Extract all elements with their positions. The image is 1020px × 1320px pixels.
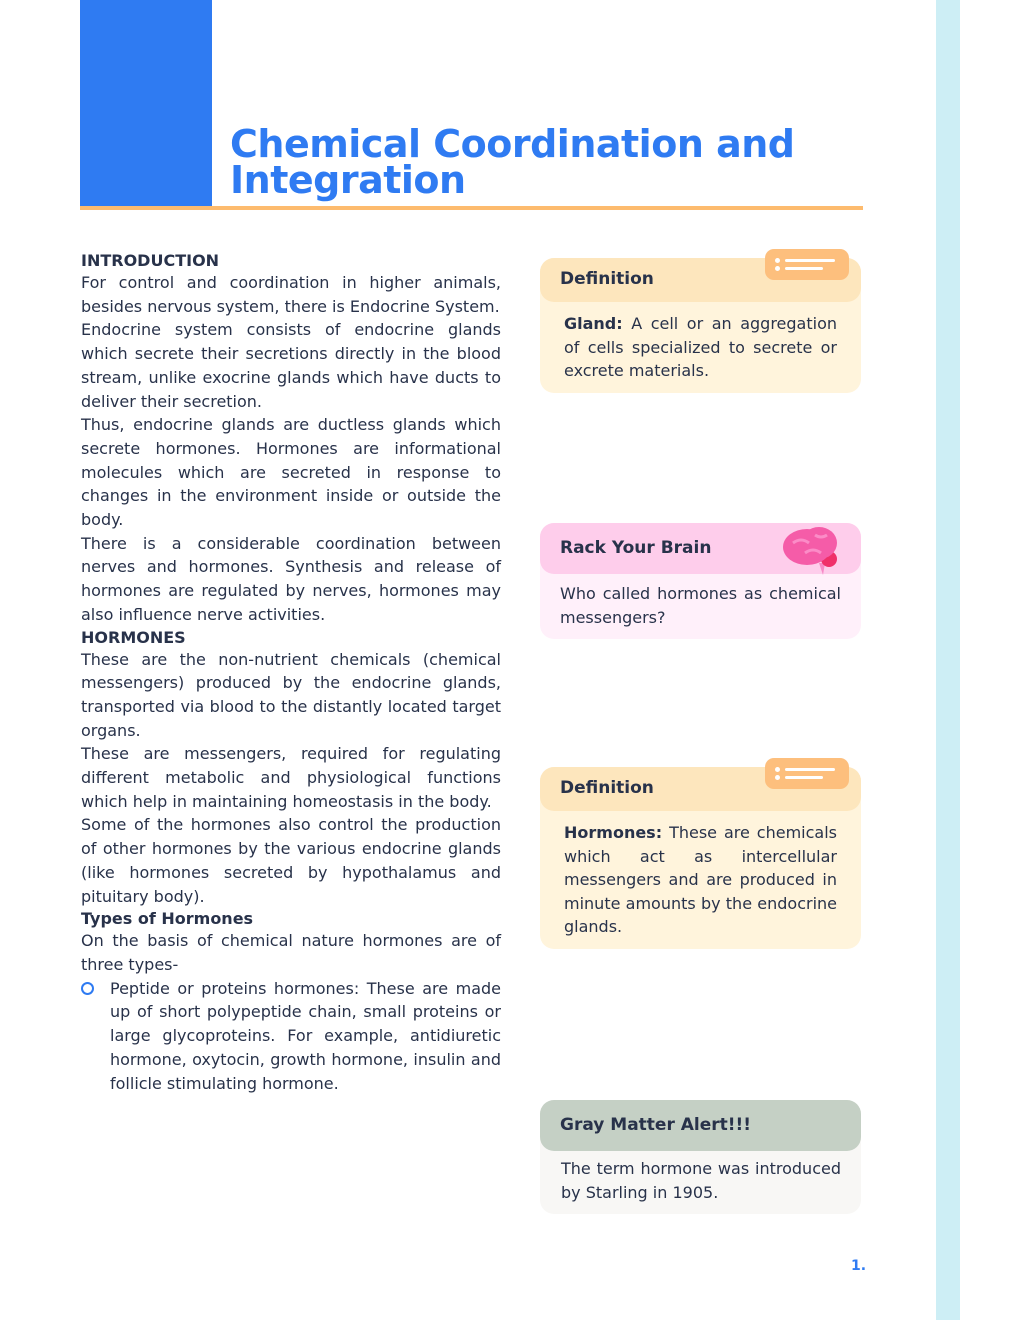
main-column xyxy=(81,250,501,1095)
intro-paragraph: Thus, endocrine glands are ductless glands which secrete hormones. Hormones are informational molecules which are secreted in response to changes in the environment inside or outside the body. xyxy=(81,415,501,530)
box-title: Gray Matter Alert!!! xyxy=(560,1114,752,1135)
term: Gland: xyxy=(564,314,623,333)
page-edge-strip xyxy=(936,0,960,1320)
circle-bullet-icon xyxy=(81,982,94,995)
page-number: 1. xyxy=(851,1258,867,1274)
page-title: Chemical Coordination and Integration xyxy=(230,122,795,202)
intro-heading: INTRODUCTION xyxy=(81,251,220,270)
header-color-block xyxy=(80,0,212,206)
intro-paragraph: There is a considerable coordination between nerves and hormones. Synthesis and release of hormones are regulated by nerves, hormones may also influence nerve activities. xyxy=(81,533,501,624)
definition-box-gland xyxy=(540,258,861,393)
intro-paragraph: For control and coordination in higher animals, besides nervous system, there is Endocrine System. xyxy=(81,273,501,316)
header-divider xyxy=(80,206,863,210)
brain-icon xyxy=(779,523,841,577)
types-intro: On the basis of chemical nature hormones are of three types- xyxy=(81,931,501,974)
definition-box-hormones xyxy=(540,767,861,949)
intro-paragraph: Endocrine system consists of endocrine glands which secrete their secretions directly in the blood stream, unlike exocrine glands which have ducts to deliver their secretion. xyxy=(81,320,501,411)
box-title: Definition xyxy=(560,778,654,799)
note-tag-icon xyxy=(765,758,849,789)
definition-text: A cell or an aggregation of cells specialized to secrete or excrete materials. xyxy=(564,314,837,380)
bullet-text: Peptide or proteins hormones: These are made up of short polypeptide chain, small proteins or large glycoproteins. For example, antidiuretic hormone, oxytocin, growth hormone, insulin and follicle stimulating hormone. xyxy=(110,978,501,1093)
question-text: Who called hormones as chemical messengers? xyxy=(560,584,841,627)
term: Hormones: xyxy=(564,823,663,842)
rack-your-brain-box xyxy=(540,523,861,639)
note-tag-icon xyxy=(765,249,849,280)
gray-matter-alert-box xyxy=(540,1100,861,1214)
alert-text: The term hormone was introduced by Starling in 1905. xyxy=(561,1159,841,1202)
list-item xyxy=(81,977,501,1096)
hormones-paragraph: Some of the hormones also control the production of other hormones by the various endocrine glands (like hormones secreted by hypothalamus and pituitary body). xyxy=(81,815,501,906)
types-heading: Types of Hormones xyxy=(81,909,254,929)
hormones-paragraph: These are the non-nutrient chemicals (chemical messengers) produced by the endocrine glands, transported via blood to the distantly located target organs. xyxy=(81,649,501,740)
hormones-paragraph: These are messengers, required for regulating different metabolic and physiological functions which help in maintaining homeostasis in the body. xyxy=(81,744,501,811)
hormones-heading: HORMONES xyxy=(81,627,186,647)
box-title: Rack Your Brain xyxy=(560,537,712,558)
box-title: Definition xyxy=(560,269,654,290)
definition-text: These are chemicals which act as intercellular messengers and are produced in minute amounts by the endocrine glands. xyxy=(564,823,837,936)
